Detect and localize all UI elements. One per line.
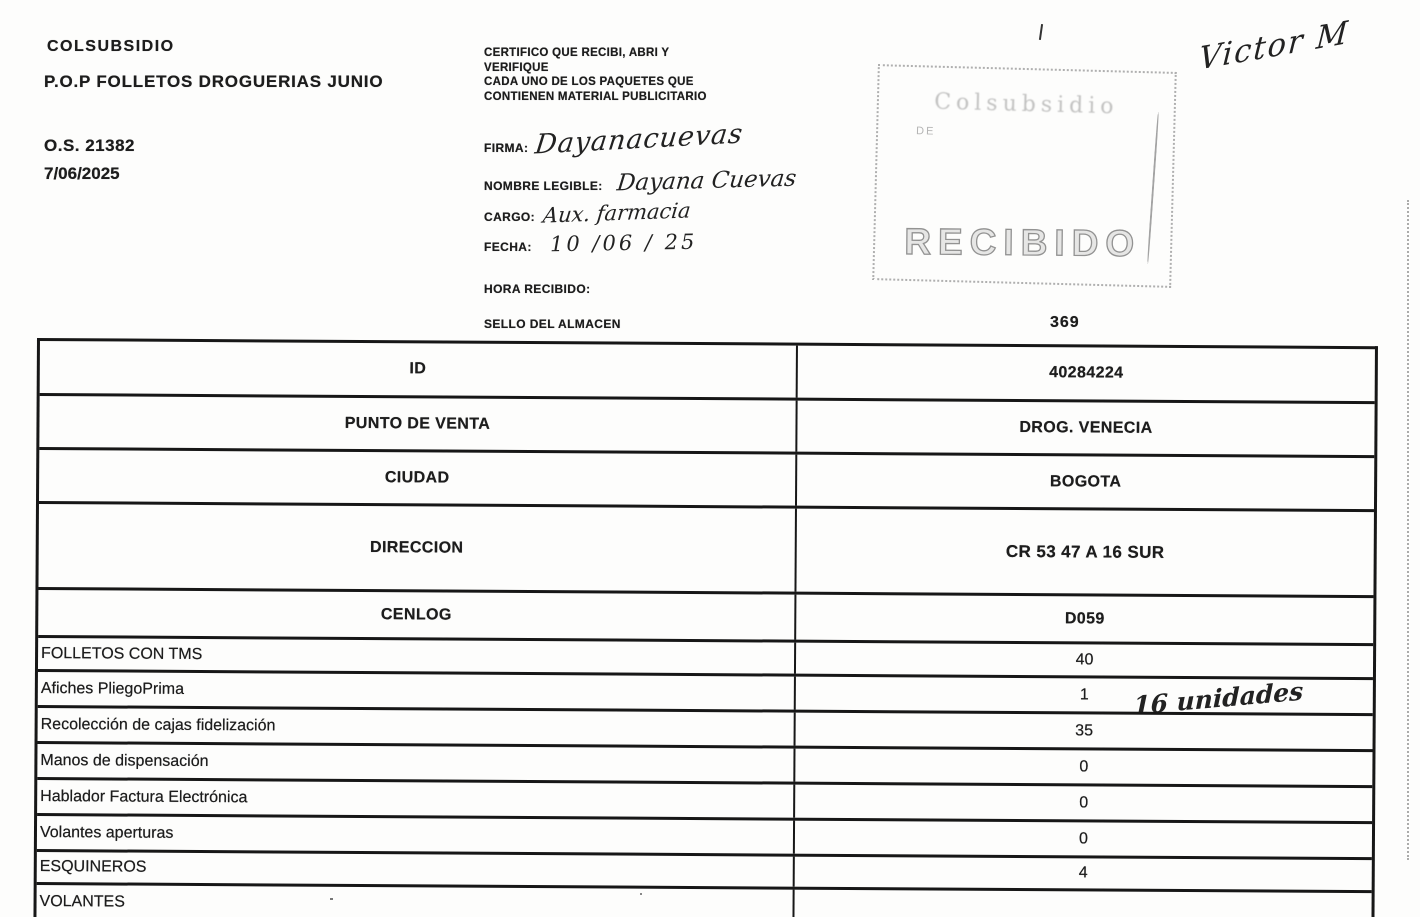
cargo-label: CARGO: xyxy=(484,210,536,224)
row-value: 0 xyxy=(1079,757,1089,775)
row-value: 40 xyxy=(1075,650,1094,668)
firma-label: FIRMA: xyxy=(484,141,529,155)
row-value: 1 xyxy=(1079,685,1089,703)
stamp-company-text: Colsubsidio xyxy=(933,89,1119,120)
verifier-initials-handwriting: Victor M xyxy=(1197,14,1351,78)
order-number: O.S. 21382 xyxy=(44,136,136,155)
row-label: Recolección de cajas fidelización xyxy=(38,708,796,746)
row-value: 0 xyxy=(1079,793,1089,811)
scan-artifact-speck xyxy=(330,898,333,900)
row-label: ESQUINEROS xyxy=(37,852,795,887)
row-label: CENLOG xyxy=(38,590,796,640)
certification-line: VERIFIQUE xyxy=(484,61,549,74)
scan-artifact-edge xyxy=(1407,200,1409,860)
stamp-recibido-text: RECIBIDO xyxy=(904,220,1142,265)
row-value xyxy=(794,890,1371,917)
row-value: 40284224 xyxy=(1049,364,1124,382)
row-value: 4 xyxy=(1078,864,1088,882)
table-row-cenlog xyxy=(38,590,1373,646)
certification-text xyxy=(484,46,784,104)
table-row-ciudad xyxy=(39,450,1374,512)
row-label: Volantes aperturas xyxy=(37,816,795,854)
row-label: CIUDAD xyxy=(39,450,797,506)
stamp-de-text: DE xyxy=(915,125,936,138)
row-label: ID xyxy=(40,341,798,398)
cargo-handwriting: Aux. farmacia xyxy=(541,198,692,228)
row-label: Afiches PliegoPrima xyxy=(38,672,796,710)
row-value: D059 xyxy=(1064,609,1105,628)
certification-line: CONTIENEN MATERIAL PUBLICITARIO xyxy=(484,90,707,103)
certification-line: CADA UNO DE LOS PAQUETES QUE xyxy=(484,76,694,88)
campaign-title: P.O.P FOLLETOS DROGUERIAS JUNIO xyxy=(44,72,384,91)
nombre-legible-label: NOMBRE LEGIBLE: xyxy=(484,179,603,193)
row-value: 0 xyxy=(1078,829,1088,847)
fecha-label: FECHA: xyxy=(484,240,532,254)
order-date: 7/06/2025 xyxy=(44,164,120,183)
row-value: DROG. VENECIA xyxy=(1019,418,1153,437)
row-label: DIRECCION xyxy=(38,504,796,592)
row-value: BOGOTA xyxy=(1049,472,1122,491)
handwritten-annotation-units: 16 unidades xyxy=(1133,676,1304,721)
row-value: 35 xyxy=(1075,721,1094,739)
table-row-id xyxy=(40,341,1375,404)
certification-line: CERTIFICO QUE RECIBI, ABRI Y xyxy=(484,47,670,59)
scan-artifact-speck xyxy=(640,893,642,895)
firma-signature-handwriting: Dayanacuevas xyxy=(533,118,746,161)
row-label: Hablador Factura Electrónica xyxy=(37,780,795,818)
company-name: COLSUBSIDIO xyxy=(47,38,175,55)
received-stamp xyxy=(872,64,1177,288)
hora-recibido-label: HORA RECIBIDO: xyxy=(484,282,591,296)
delivery-table xyxy=(33,338,1378,917)
page-number: 369 xyxy=(1050,314,1080,331)
table-row-direccion xyxy=(38,504,1374,598)
row-label: PUNTO DE VENTA xyxy=(39,396,797,452)
row-label: VOLANTES xyxy=(36,885,794,917)
fecha-handwriting: 10 /06 / 25 xyxy=(549,229,698,257)
nombre-handwriting: Dayana Cuevas xyxy=(615,165,798,197)
sello-almacen-label: SELLO DEL ALMACEN xyxy=(484,317,621,331)
table-row-punto-de-venta xyxy=(39,396,1374,458)
scan-artifact-tick xyxy=(1039,24,1043,40)
row-label: Manos de dispensación xyxy=(37,744,795,782)
row-value: CR 53 47 A 16 SUR xyxy=(1005,541,1165,562)
row-label: FOLLETOS CON TMS xyxy=(38,638,796,674)
